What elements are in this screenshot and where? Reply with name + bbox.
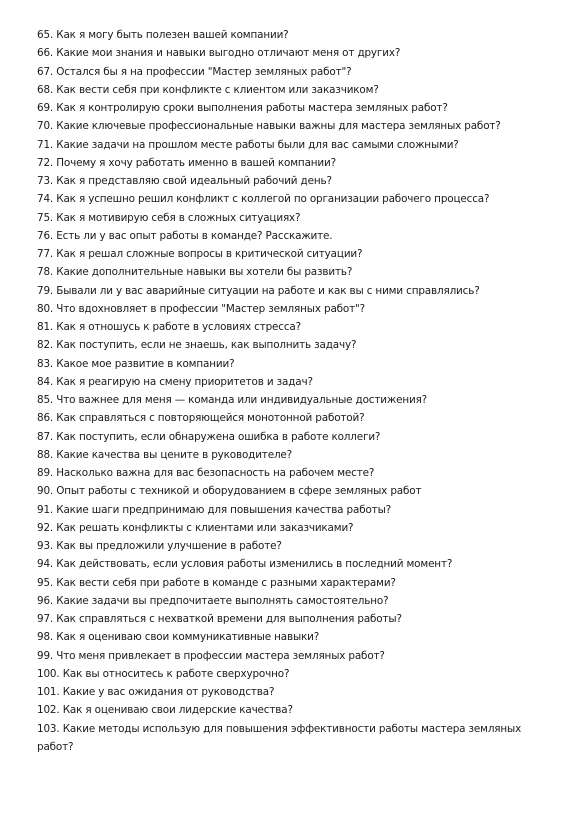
list-item: 98. Как я оцениваю свои коммуникативные навыки? xyxy=(37,631,320,644)
list-item: 102. Как я оцениваю свои лидерские качества? xyxy=(37,704,293,717)
list-item: 87. Как поступить, если обнаружена ошибка в работе коллеги? xyxy=(37,430,381,443)
list-item: 89. Насколько важна для вас безопасность на рабочем месте? xyxy=(37,467,375,479)
list-item: 68. Как вести себя при конфликте с клиентом или заказчиком? xyxy=(37,83,379,96)
list-item: 92. Как решать конфликты с клиентами или заказчиками? xyxy=(37,521,354,534)
list-item: 99. Что меня привлекает в профессии мастера земляных работ? xyxy=(37,649,385,662)
list-item: 75. Как я мотивирую себя в сложных ситуациях? xyxy=(37,211,301,224)
list-item: 83. Какое мое развитие в компании? xyxy=(37,357,235,370)
list-item: 91. Какие шаги предпринимаю для повышения качества работы? xyxy=(37,503,391,516)
list-item: 73. Как я представляю свой идеальный рабочий день? xyxy=(37,175,332,187)
list-item: 78. Какие дополнительные навыки вы хотели бы развить? xyxy=(37,266,353,279)
list-item: 81. Как я отношусь к работе в условиях стресса? xyxy=(37,321,301,333)
list-item: 77. Как я решал сложные вопросы в критической ситуации? xyxy=(37,248,363,260)
list-item: 95. Как вести себя при работе в команде с разными характерами? xyxy=(37,576,396,589)
list-item: 100. Как вы относитесь к работе сверхурочно? xyxy=(37,667,290,680)
list-item: 88. Какие качества вы цените в руководителе? xyxy=(37,448,293,461)
list-item: 103. Какие методы использую для повышения эффективности работы мастера земляных работ? xyxy=(37,722,522,753)
list-item: 101. Какие у вас ожидания от руководства? xyxy=(37,686,275,698)
list-item: 69. Как я контролирую сроки выполнения работы мастера земляных работ? xyxy=(37,102,448,114)
list-item: 70. Какие ключевые профессиональные навыки важны для мастера земляных работ? xyxy=(37,120,501,133)
list-item: 74. Как я успешно решил конфликт с коллегой по организации рабочего процесса? xyxy=(37,193,490,206)
list-item: 79. Бывали ли у вас аварийные ситуации на работе и как вы с ними справлялись? xyxy=(37,284,480,297)
list-item: 97. Как справляться с нехваткой времени для выполнения работы? xyxy=(37,613,402,625)
list-item: 86. Как справляться с повторяющейся монотонной работой? xyxy=(37,412,365,425)
list-item: 65. Как я могу быть полезен вашей компании? xyxy=(37,29,289,41)
list-item: 82. Как поступить, если не знаешь, как выполнить задачу? xyxy=(37,339,357,352)
list-item: 94. Как действовать, если условия работы изменились в последний момент? xyxy=(37,558,453,571)
question-list xyxy=(37,26,537,756)
list-item: 80. Что вдохновляет в профессии "Мастер земляных работ"? xyxy=(37,302,366,315)
list-item: 67. Остался бы я на профессии "Мастер земляных работ"? xyxy=(37,65,352,78)
list-item: 90. Опыт работы с техникой и оборудованием в сфере земляных работ xyxy=(37,485,422,498)
list-item: 96. Какие задачи вы предпочитаете выполнять самостоятельно? xyxy=(37,594,389,607)
list-item: 84. Как я реагирую на смену приоритетов и задач? xyxy=(37,375,313,388)
list-item: 72. Почему я хочу работать именно в вашей компании? xyxy=(37,156,337,169)
list-item: 66. Какие мои знания и навыки выгодно отличают меня от других? xyxy=(37,47,401,60)
list-item: 85. Что важнее для меня — команда или индивидуальные достижения? xyxy=(37,394,428,406)
list-item: 76. Есть ли у вас опыт работы в команде? Расскажите. xyxy=(37,229,333,242)
list-item: 93. Как вы предложили улучшение в работе? xyxy=(37,540,282,552)
list-item: 71. Какие задачи на прошлом месте работы были для вас самыми сложными? xyxy=(37,138,459,151)
